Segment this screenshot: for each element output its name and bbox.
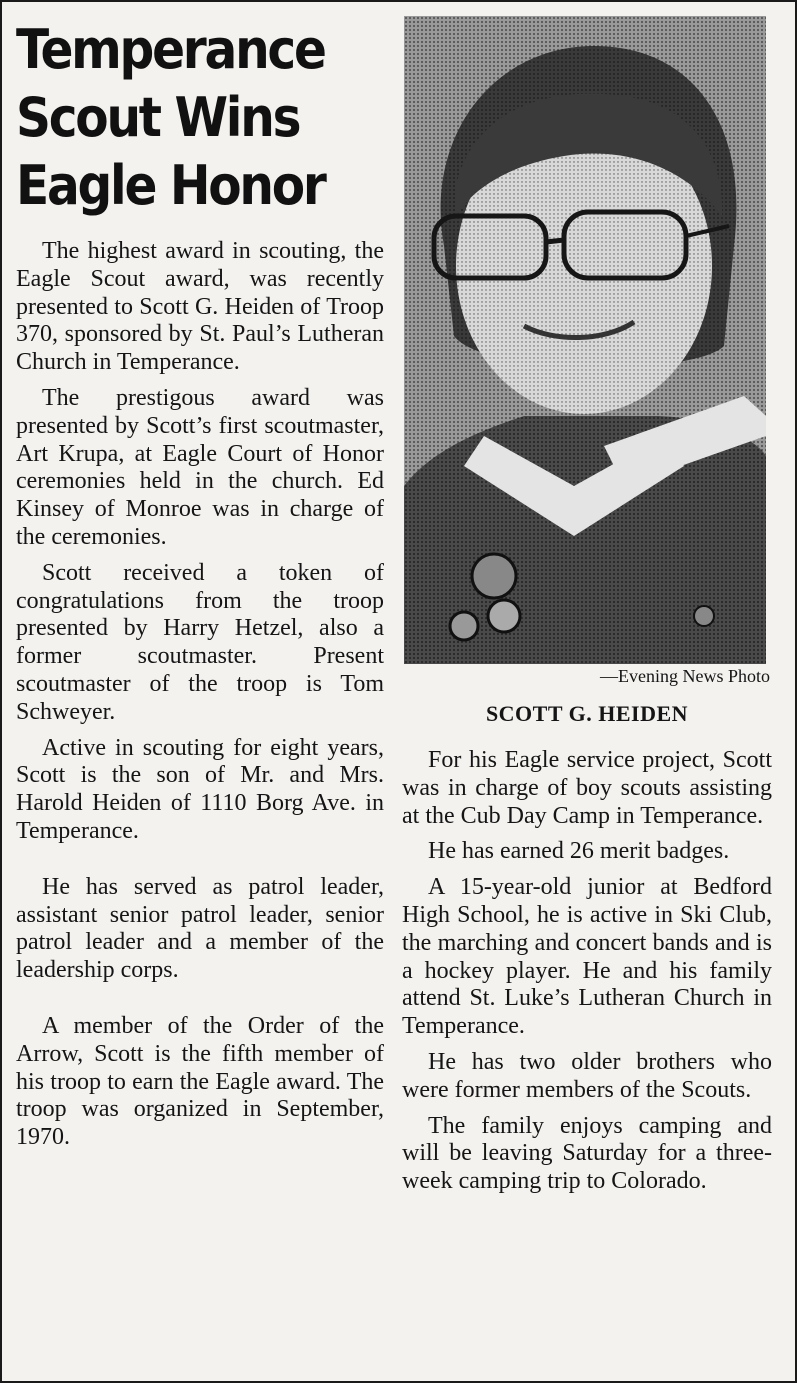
article-paragraph: A member of the Order of the Arrow, Scott is the fifth member of his troop to earn the Eagle award. The troop was organized in September, 1970. (16, 1012, 384, 1151)
portrait-illustration (404, 16, 766, 664)
left-column (16, 16, 384, 1160)
article-paragraph: For his Eagle service project, Scott was in charge of boy scouts assisting at the Cub Day Camp in Temperance. (402, 747, 772, 829)
portrait-photo (404, 16, 766, 664)
article-paragraph: The highest award in scouting, the Eagle Scout award, was recently presented to Scott G. Heiden of Troop 370, sponsored by St. Paul’s Lutheran Church in Temperance. (16, 238, 384, 376)
headline-line: Scout Wins (16, 86, 300, 149)
headline (16, 16, 347, 220)
article-paragraph: A 15-year-old junior at Bedford High School, he is active in Ski Club, the marching and concert bands and is a hockey player. He and his family attend St. Luke’s Lutheran Church in Temperance. (402, 874, 772, 1040)
paragraph-gap (16, 993, 384, 1013)
article-paragraph: Active in scouting for eight years, Scott is the son of Mr. and Mrs. Harold Heiden of 1110 Borg Ave. in Temperance. (16, 734, 384, 844)
article-paragraph: The prestigous award was presented by Scott’s first scoutmaster, Art Krupa, at Eagle Court of Honor ceremonies held in the church. Ed Kinsey of Monroe was in charge of the ceremonies. (16, 384, 384, 550)
right-column (402, 16, 772, 1204)
paragraph-gap (16, 854, 384, 874)
headline-line: Eagle Honor (16, 154, 325, 217)
headline-line: Temperance (16, 18, 325, 81)
article-paragraph: The family enjoys camping and will be leaving Saturday for a three-week camping trip to Colorado. (402, 1112, 772, 1195)
photo-credit: —Evening News Photo (600, 666, 770, 686)
article-paragraph: He has served as patrol leader, assistant senior patrol leader, senior patrol leader and a member of the leadership corps. (16, 873, 384, 984)
article-paragraph: He has earned 26 merit badges. (428, 838, 730, 865)
photo-caption: SCOTT G. HEIDEN (485, 701, 689, 726)
article-paragraph: He has two older brothers who were former members of the Scouts. (402, 1048, 772, 1103)
article-paragraph: Scott received a token of congratulations from the troop presented by Harry Hetzel, also a former scoutmaster. Present scoutmaster of the troop is Tom Schweyer. (16, 559, 384, 725)
